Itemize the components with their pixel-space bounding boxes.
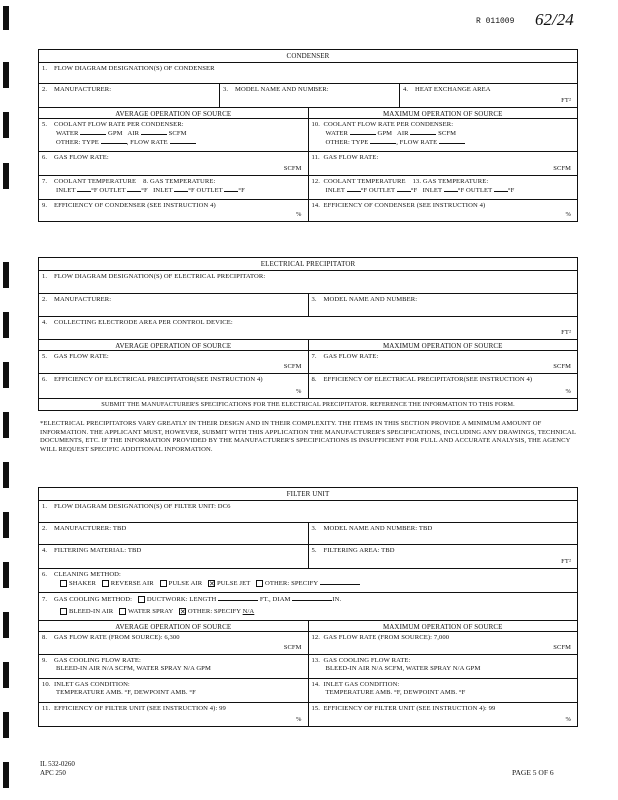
pulse-jet-checkbox[interactable]: ✕ — [209, 580, 215, 589]
other-clean-checkbox[interactable] — [256, 580, 263, 587]
condenser-heat-exchange-field[interactable]: 4. HEAT EXCHANGE AREA FT² — [399, 84, 577, 107]
binder-mark — [3, 562, 9, 588]
gas-cooling-flow-max-field[interactable]: 13. GAS COOLING FLOW RATE: BLEED-IN AIR N/A SCFM, WATER SPRAY N/A GPM — [308, 655, 578, 678]
filter-model-field[interactable]: 3. MODEL NAME AND NUMBER: TBD — [308, 523, 578, 544]
binder-mark — [3, 163, 9, 189]
binder-mark — [3, 362, 9, 388]
gas-cooling-method-field: 7. GAS COOLING METHOD: DUCTWORK: LENGTH FT., DIAM IN. BLEED-IN AIR WATER SPRAY ✕ OTHER: SPECIFY N/A — [42, 596, 342, 617]
avg-operation-header: AVERAGE OPERATION OF SOURCE — [115, 623, 232, 631]
section-title: CONDENSER — [286, 52, 330, 60]
document-stamp: R 011009 — [476, 17, 515, 26]
avg-operation-header: AVERAGE OPERATION OF SOURCE — [115, 110, 232, 118]
esp-submit-instruction: SUBMIT THE MANUFACTURER'S SPECIFICATIONS FOR THE ELECTRICAL PRECIPITATOR. REFERENCE THE INFORMATION TO THIS FORM. — [101, 401, 515, 408]
section-title: FILTER UNIT — [286, 490, 330, 498]
binder-mark — [3, 512, 9, 538]
electrical-precipitator-section — [38, 257, 578, 411]
esp-footnote: *ELECTRICAL PRECIPITATORS VARY GREATLY IN THEIR DESIGN AND IN THEIR COMPLEXITY. THE ITEMS IN THIS SECTION PROVIDE A MINIMUM AMOUNT OF INFORMATION. THE APPLICANT MUST, HOWEVER, SUBMIT WITH THIS APPLICATION THE MANUFACTURER'S SPECIFICATIONS, INCLUDING ANY DRAWINGS, TECHNICAL DOCUMENTS, ETC. IF THE INFORMATION PROVIDED BY THE MANUFACTURER'S SPECIFICATIONS IS INSUFFICIENT FOR FULL AND ACCURATE ANALYSIS, THE AGENCY WILL REQUEST SPECIFIC ADDITIONAL INFORMATION. — [40, 420, 576, 453]
coolant-temp-avg-field[interactable]: 7. COOLANT TEMPERATURE 8. GAS TEMPERATURE: INLET °F OUTLET °F INLET °F OUTLET °F — [42, 178, 245, 195]
esp-flow-diagram-field[interactable]: 1. FLOW DIAGRAM DESIGNATION(S) OF ELECTRICAL PRECIPITATOR: — [42, 273, 266, 280]
filter-efficiency-avg-field[interactable]: 11. EFFICIENCY OF FILTER UNIT (SEE INSTRUCTION 4): 99 % — [42, 705, 302, 723]
binder-mark — [3, 612, 9, 638]
max-operation-header: MAXIMUM OPERATION OF SOURCE — [308, 108, 578, 118]
binder-mark — [3, 262, 9, 288]
gas-flow-max-field[interactable]: 11. GAS FLOW RATE: SCFM — [308, 152, 578, 175]
inlet-gas-condition-max-field[interactable]: 14. INLET GAS CONDITION: TEMPERATURE AMB. °F, DEWPOINT AMB. °F — [308, 679, 578, 702]
binder-mark — [3, 412, 9, 438]
binder-mark — [3, 462, 9, 488]
coolant-flow-avg-field[interactable]: 5. COOLANT FLOW RATE PER CONDENSER: WATER GPM AIR SCFM OTHER: TYPE , FLOW RATE — [39, 119, 308, 151]
esp-efficiency-avg-field[interactable]: 6. EFFICIENCY OF ELECTRICAL PRECIPITATOR(SEE INSTRUCTION 4) % — [42, 376, 302, 395]
form-number: IL 532-0260 — [40, 760, 75, 768]
esp-efficiency-max-field[interactable]: 8. EFFICIENCY OF ELECTRICAL PRECIPITATOR(SEE INSTRUCTION 4) % — [308, 374, 578, 398]
binder-mark — [3, 112, 9, 138]
esp-gas-flow-max-field[interactable]: 7. GAS FLOW RATE: SCFM — [308, 351, 578, 373]
avg-operation-header: AVERAGE OPERATION OF SOURCE — [115, 342, 232, 350]
gas-cooling-flow-avg-field[interactable]: 9. GAS COOLING FLOW RATE: BLEED-IN AIR N/A SCFM, WATER SPRAY N/A GPM — [42, 657, 211, 673]
condenser-model-field[interactable]: 3. MODEL NAME AND NUMBER: — [219, 84, 399, 107]
condenser-efficiency-avg-field[interactable]: 9. EFFICIENCY OF CONDENSER (SEE INSTRUCTION 4) % — [42, 202, 302, 218]
esp-gas-flow-avg-field[interactable]: 5. GAS FLOW RATE: SCFM — [42, 353, 302, 370]
coolant-flow-max-field[interactable]: 10. COOLANT FLOW RATE PER CONDENSER: WATER GPM AIR SCFM OTHER: TYPE , FLOW RATE — [308, 119, 578, 151]
max-operation-header: MAXIMUM OPERATION OF SOURCE — [308, 621, 578, 631]
inlet-gas-condition-avg-field[interactable]: 10. INLET GAS CONDITION: TEMPERATURE AMB. °F, DEWPOINT AMB. °F — [42, 681, 196, 697]
binder-mark — [3, 662, 9, 688]
binder-mark — [3, 6, 9, 30]
binder-mark — [3, 762, 9, 788]
shaker-checkbox[interactable] — [60, 580, 67, 587]
reverse-air-checkbox[interactable] — [102, 580, 109, 587]
other-cooling-checkbox[interactable]: ✕ — [179, 608, 186, 617]
filter-manufacturer-field[interactable]: 2. MANUFACTURER: TBD — [42, 525, 127, 532]
gas-flow-avg-field[interactable]: 6. GAS FLOW RATE: SCFM — [42, 154, 302, 172]
cleaning-method-field: 6. CLEANING METHOD: SHAKER REVERSE AIR PULSE AIR ✕ PULSE JET OTHER: SPECIFY — [39, 569, 577, 592]
condenser-manufacturer-field[interactable]: 2. MANUFACTURER: — [42, 86, 112, 93]
condenser-section — [38, 49, 578, 222]
filtering-material-field[interactable]: 4. FILTERING MATERIAL: TBD — [42, 547, 142, 554]
bleed-in-air-checkbox[interactable] — [60, 608, 67, 615]
binder-mark — [3, 712, 9, 738]
binder-mark — [3, 62, 9, 88]
condenser-efficiency-max-field[interactable]: 14. EFFICIENCY OF CONDENSER (SEE INSTRUCTION 4) % — [308, 200, 578, 221]
coolant-temp-max-field[interactable]: 12. COOLANT TEMPERATURE 13. GAS TEMPERATURE: INLET °F OUTLET °F INLET °F OUTLET °F — [308, 176, 578, 199]
handwritten-note: 62/24 — [535, 10, 574, 29]
section-title: ELECTRICAL PRECIPITATOR — [260, 260, 356, 268]
water-spray-checkbox[interactable] — [119, 608, 126, 615]
ductwork-checkbox[interactable] — [138, 596, 145, 603]
esp-electrode-area-field[interactable]: 4. COLLECTING ELECTRODE AREA PER CONTROL DEVICE: FT² — [42, 319, 571, 336]
filter-unit-section — [38, 487, 578, 727]
binder-mark — [3, 312, 9, 338]
pulse-air-checkbox[interactable] — [160, 580, 167, 587]
filtering-area-field[interactable]: 5. FILTERING AREA: TBD FT² — [308, 545, 578, 568]
max-operation-header: MAXIMUM OPERATION OF SOURCE — [308, 340, 578, 350]
esp-manufacturer-field[interactable]: 2. MANUFACTURER: — [42, 296, 112, 303]
filter-efficiency-max-field[interactable]: 15. EFFICIENCY OF FILTER UNIT (SEE INSTRUCTION 4): 99 % — [308, 703, 578, 726]
condenser-flow-diagram-field[interactable]: 1. FLOW DIAGRAM DESIGNATION(S) OF CONDENSER — [42, 65, 215, 72]
filter-gas-flow-avg-field[interactable]: 8. GAS FLOW RATE (FROM SOURCE): 6,300 SCFM — [42, 634, 302, 651]
filter-gas-flow-max-field[interactable]: 12. GAS FLOW RATE (FROM SOURCE): 7,000 SCFM — [308, 632, 578, 654]
page-number: PAGE 5 OF 6 — [512, 768, 554, 777]
filter-flow-diagram-field[interactable]: 1. FLOW DIAGRAM DESIGNATION(S) OF FILTER UNIT: DC6 — [42, 503, 231, 510]
esp-model-field[interactable]: 3. MODEL NAME AND NUMBER: — [308, 294, 578, 316]
apc-number: APC 250 — [40, 769, 66, 777]
